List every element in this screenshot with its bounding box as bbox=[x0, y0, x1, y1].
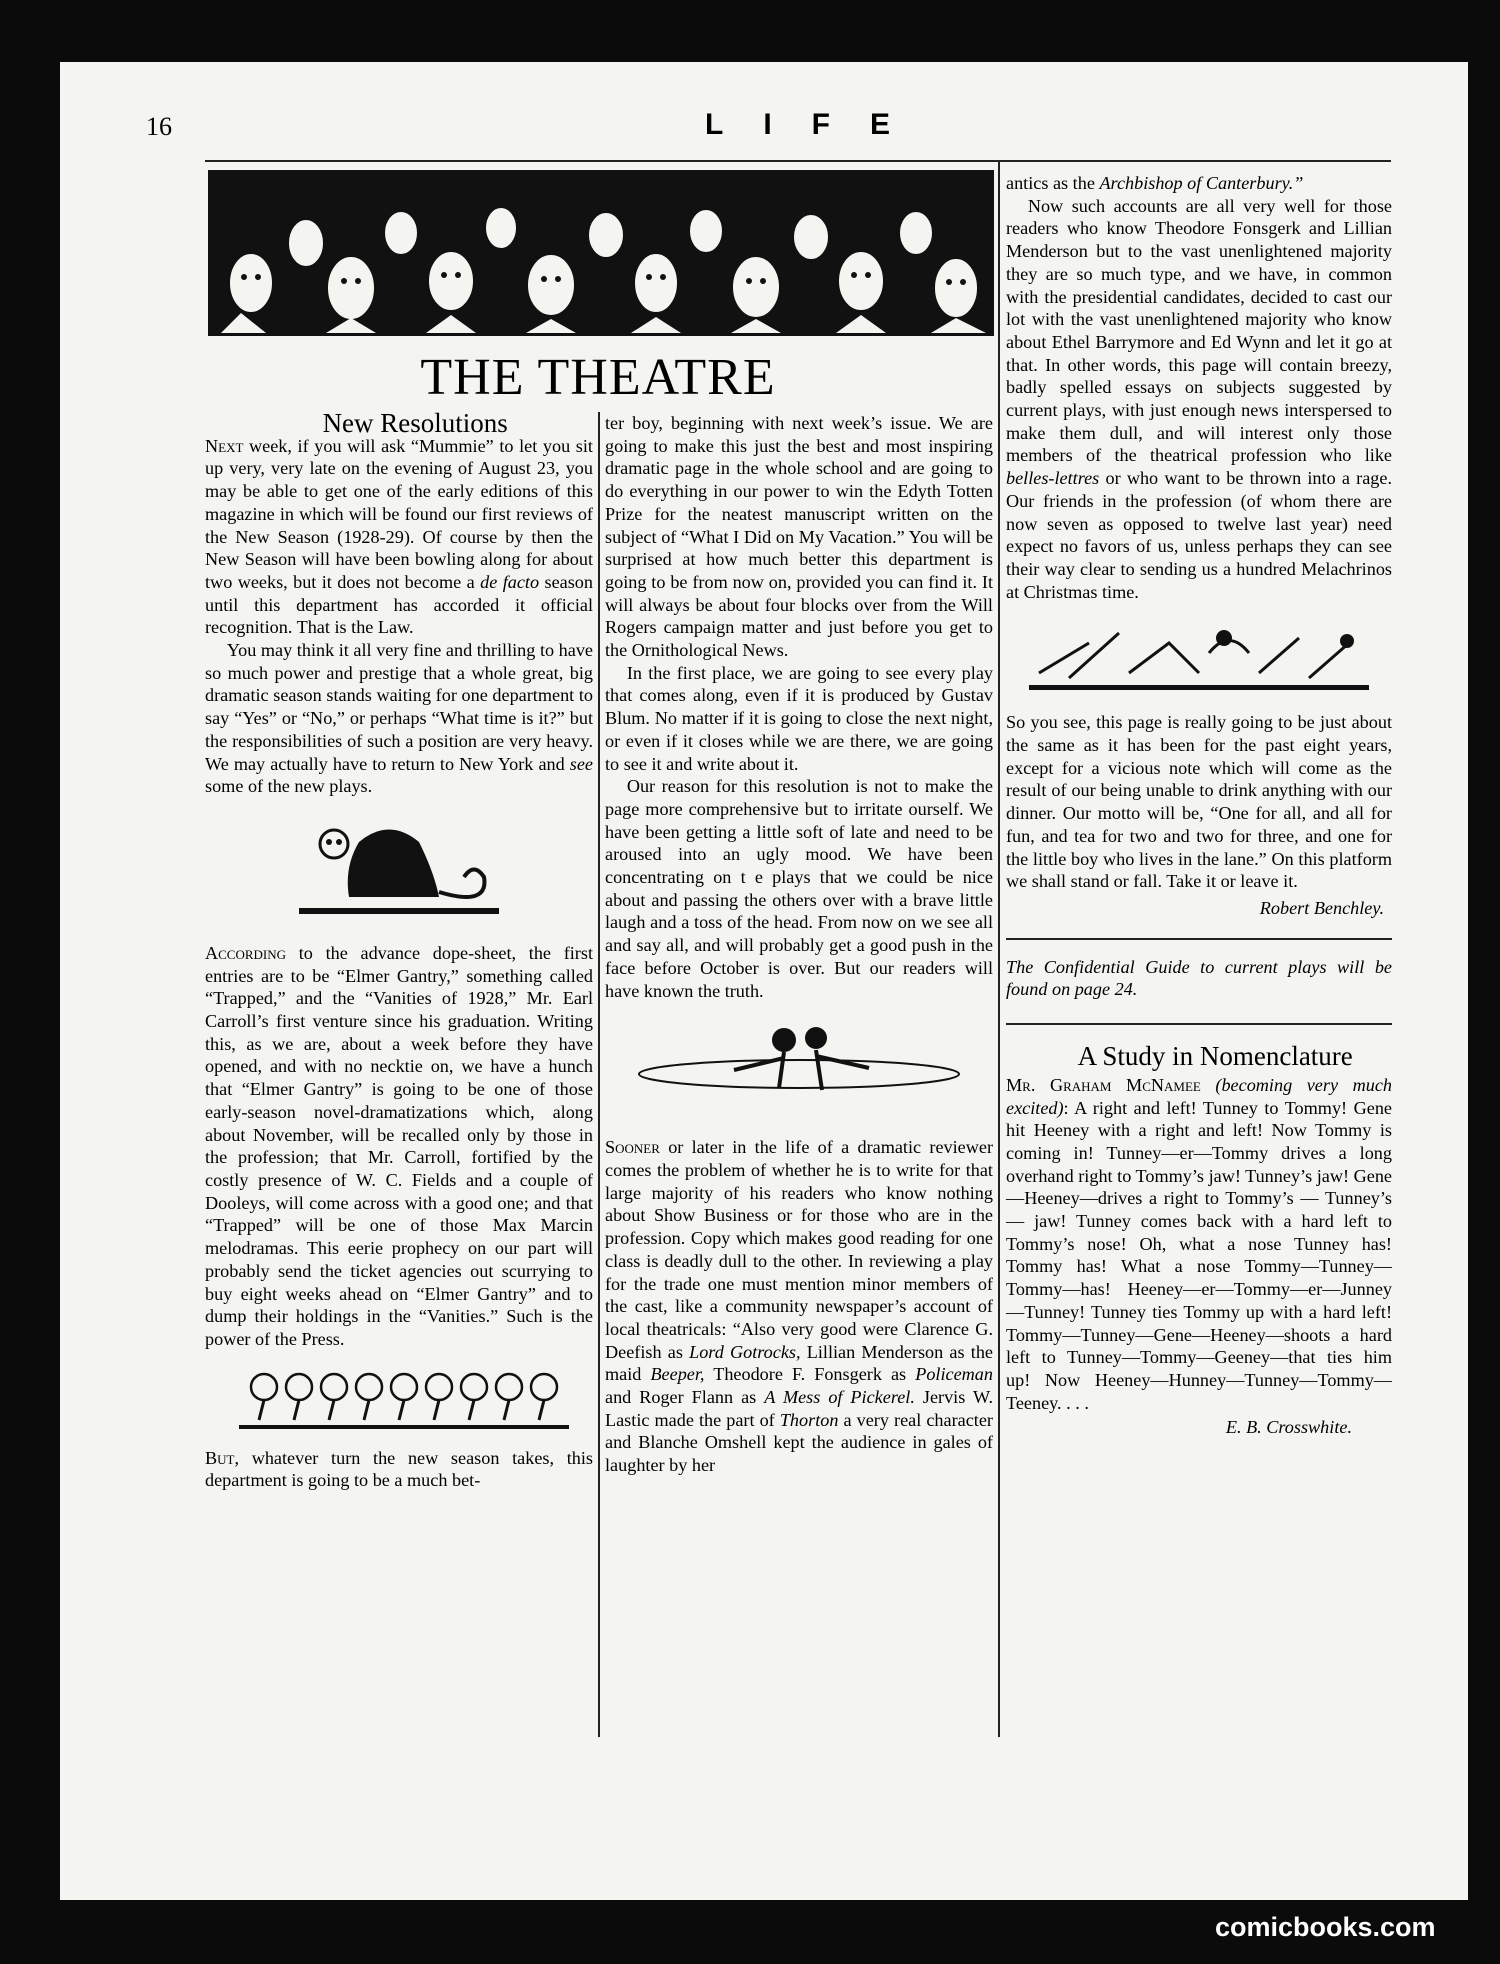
lead-word: Sooner bbox=[605, 1137, 660, 1158]
stage-direction: (becoming very much excited) bbox=[1006, 1074, 1392, 1118]
paragraph bbox=[205, 639, 593, 798]
article-heading: New Resolutions bbox=[322, 408, 508, 438]
column-2 bbox=[605, 412, 993, 1477]
italic-run: Policeman bbox=[915, 1364, 993, 1385]
column-rule-right bbox=[998, 162, 1000, 1737]
monkey-skull-illustration bbox=[289, 812, 509, 924]
lead-word: But, bbox=[205, 1447, 240, 1468]
paragraph bbox=[1006, 1074, 1392, 1415]
theatre-audience-illustration bbox=[208, 170, 994, 336]
section-rule bbox=[1006, 938, 1392, 940]
page-number: 16 bbox=[146, 112, 172, 141]
text-run: season until this department has accorded it official recognition. That is the Law. bbox=[205, 571, 593, 638]
italic-run: Thorton bbox=[779, 1409, 839, 1430]
lead-word: Next bbox=[205, 435, 244, 456]
header-rule bbox=[205, 160, 1391, 162]
text-run: or who want to be thrown into a rage. Our friends in the profession (of whom there are now seven as opposed to twelve last year) need expect no favors of us, unless perhaps they can see their way clear to sending us a hundred Melachrinos at Christmas time. bbox=[1006, 468, 1392, 602]
italic-run: de facto bbox=[480, 571, 540, 592]
text-run: week, if you will ask “Mummie” to let you sit up very, very late on the evening of August 23, you may be able to get one of the early editions of this magazine in which will be found our first reviews of the New Season (1928-29). Of course by then the New Season will have been bowling along for about two weeks, but it does not become a bbox=[205, 435, 593, 592]
text-run: and Roger Flann as bbox=[605, 1387, 765, 1408]
text-run: Lillian Menderson as the maid bbox=[605, 1341, 993, 1385]
text-run: antics as the bbox=[1006, 173, 1100, 193]
paragraph bbox=[205, 435, 593, 639]
text-run: Theodore F. Fonsgerk as bbox=[704, 1364, 916, 1385]
italic-run: Lord Gotrocks, bbox=[689, 1341, 801, 1362]
paragraph: So you see, this page is really going to be just about the same as it has been for the past eight years, except for a vicious note which will come as the result of our being unable to drink anything with our dinner. Our motto will be, “One for all, and all for fun, and tea for two and two for three, and one for the little boy who lives in the lane.” On this platform we shall stand or fall. Take it or leave it. bbox=[1006, 712, 1392, 892]
column-rule-left bbox=[598, 412, 600, 1737]
column-1 bbox=[205, 408, 593, 1492]
text-run: whatever turn the new season takes, this department is going to be a much bet- bbox=[205, 1447, 593, 1491]
paragraph bbox=[205, 1447, 593, 1492]
dancing-couple-illustration bbox=[634, 1018, 964, 1114]
italic-run: belles-lettres bbox=[1006, 468, 1100, 489]
signature: Robert Benchley. bbox=[1259, 897, 1384, 918]
column-3 bbox=[1006, 172, 1392, 1439]
text-run: to the advance dope-sheet, the first entries are to be “Elmer Gantry,” something called “Trapped,” and the “Vanities of 1928,” Mr. Earl Carroll’s first venture since his graduation. Writing this, as we are, about a week before they have opened, and with no necktie on, we have a hunch that “Elmer Gantry” is going to be one of those early-season novel-dramatizations which, along about November, will be recalled only by those in the profession; that Mr. Carroll, fortified by the costly presence of W. C. Fields and a couple of Dooleys, will come across with a good one; and that “Trapped” will be one of those Max Marcin melodramas. This eerie prophecy on our part will probably send the ticket agencies out scurrying to buy eight weeks ahead on “Elmer Gantry” and to dump their holdings in the “Vanities.” Such is the power of the Press. bbox=[205, 942, 593, 1349]
watermark: comicbooks.com bbox=[1215, 1912, 1436, 1942]
text-run: Now such accounts are all very well for those readers who know Theodore Fonsgerk and Lillian Menderson but to the vast unenlightened majority they are so much type, and we have, in common with the presidential candidates, decided to cast our lot with the vast unenlightened majority who know about Ethel Barrymore and Ed Wynn and let it go at that. In other words, this page will contain breezy, badly spelled essays on subjects suggested by current plays, with just enough news interspersed to make them dull, and will interest only those members of the theatrical profession who like bbox=[1006, 195, 1392, 466]
italic-run: Archbishop of Canterbury.” bbox=[1099, 173, 1304, 193]
italic-run: A Mess of Pickerel. bbox=[764, 1387, 915, 1408]
paragraph bbox=[1006, 172, 1392, 195]
paragraph bbox=[205, 942, 593, 1351]
text-run: Jervis W. Lastic made the part of bbox=[605, 1387, 994, 1430]
italic-run: Beeper, bbox=[650, 1364, 705, 1385]
text-run: some of the new plays. bbox=[205, 776, 373, 797]
section-rule bbox=[1006, 1023, 1392, 1025]
running-head: LIFE bbox=[705, 108, 930, 141]
italic-run: see bbox=[569, 753, 593, 774]
lead-word: According bbox=[205, 942, 287, 963]
speaker-name: Mr. Graham McNamee bbox=[1006, 1074, 1201, 1095]
article-heading: A Study in Nomenclature bbox=[1077, 1041, 1353, 1072]
text-run: : A right and left! Tunney to Tommy! Gene hit Heeney with a right and left! Now Tommy is coming in! Tunney—er—Tommy drives a long overhand right to Tommy’s jaw! Tunney’s jaw! Gene—Heeney—drives a right to Tommy’s — Tunney’s — jaw! Tunney comes back with a hard left to Tommy’s nose! Oh, what a nose Tunney has! Tommy has! What a nose Tommy—Tunney—Tommy—has! Heeney—er—Tommy—er—Junney—Tunney! Tunney ties Tommy up with a hard left! Tommy—Tunney—Gene—Heeney—shoots a hard left to Tunney—Tommy—Geeney—that ties him up! Now Heeney—Hunney—Tunney—Tommy—Teeney. . . . bbox=[1006, 1097, 1392, 1413]
paragraph bbox=[1006, 195, 1392, 604]
paragraph: In the first place, we are going to see every play that comes along, even if it is produced by Gustav Blum. No matter if it is going to close the next night, or even if it closes while we are there, we are going to see it and write about it. bbox=[605, 662, 993, 774]
audience-figures bbox=[211, 173, 991, 333]
guide-note: The Confidential Guide to current plays will be found on page 24. bbox=[1006, 956, 1392, 1000]
signature: E. B. Crosswhite. bbox=[1225, 1417, 1352, 1438]
paragraph bbox=[605, 1136, 993, 1477]
text-run: You may think it all very fine and thrilling to have so much power and prestige that a whole great, big dramatic season stands waiting for one department to say “Yes” or “No,” or perhaps “What time is it?” but the responsibilities of such a position are very heavy. We may actually have to return to New York and bbox=[205, 640, 593, 774]
paragraph: ter boy, beginning with next week’s issue. We are going to make this just the best and most inspiring dramatic page in the whole school and are going to do everything in our power to win the Edyth Totten Prize for the neatest manuscript written on the subject of “What I Did on My Vacation.” You will be surprised at how much better this department is going to be from now on, provided you can find it. It will always be about four blocks over from the Will Rogers campaign matter and just before you get to the Ornithological News. bbox=[605, 413, 993, 661]
text-run: or later in the life of a dramatic reviewer comes the problem of whether he is to write for that large majority of his readers who know nothing about Show Business or for those who are in the profession. Copy which makes good reading for one class is deadly dull to the other. In reviewing a play for the trade one must mention minor members of the cast, like a community newspaper’s account of local theatricals: “Also very good were Clarence G. Deefish as bbox=[605, 1137, 993, 1362]
scattered-figures-illustration bbox=[1029, 623, 1369, 693]
section-title: THE THEATRE bbox=[420, 349, 776, 406]
text-run: a very real character and Blanche Omshell kept the audience in gales of laughter by her bbox=[605, 1409, 993, 1476]
chorus-line-illustration bbox=[219, 1365, 579, 1433]
paragraph: Our reason for this resolution is not to make the page more comprehensive but to irritate ourself. We have been getting a little soft of late and need to be aroused into an ugly mood. We have been concentrating on t e plays that we could be nice about and passing the others over with a brave little laugh and a toss of the head. From now on we see all and say all, and will probably get a good push in the face before October is over. But our readers will have known the truth. bbox=[605, 776, 993, 1001]
